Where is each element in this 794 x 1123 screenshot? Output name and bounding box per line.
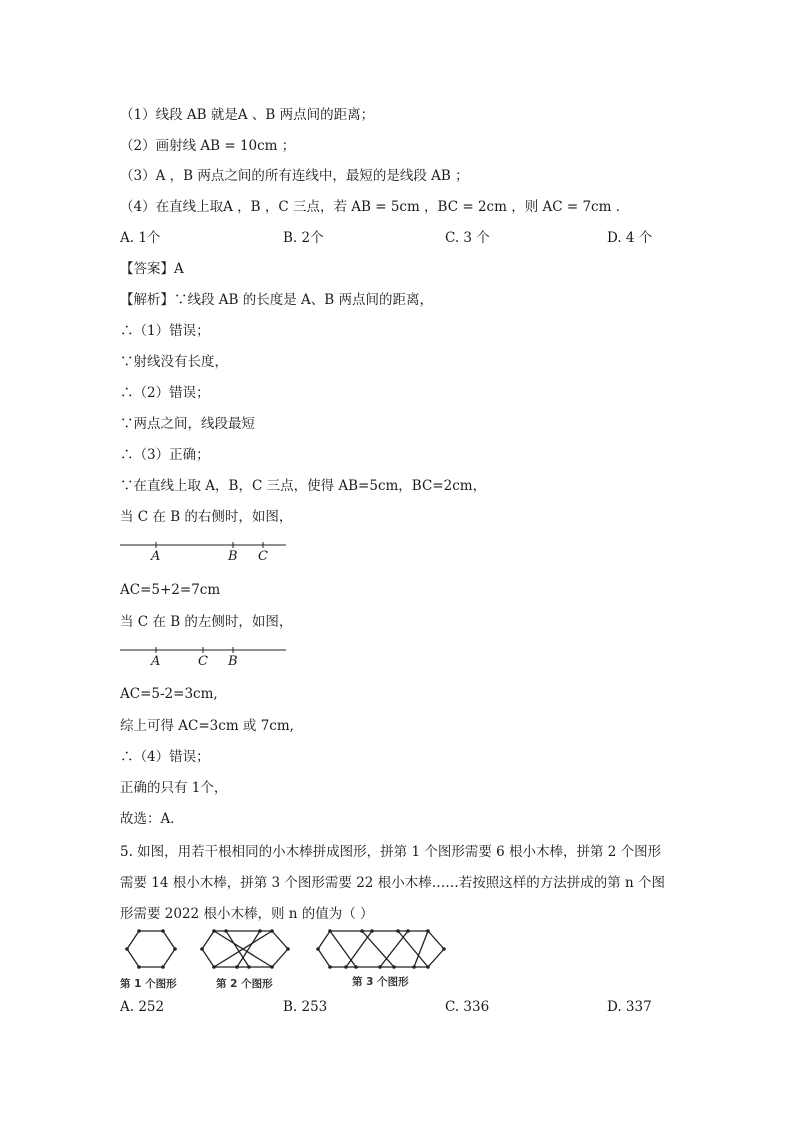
q5-option-a: A. 252 [120, 999, 165, 1015]
conclusion-line-1: 综上可得 AC=3cm 或 7cm, [120, 718, 294, 734]
stick-figure-2 [200, 925, 294, 973]
analysis-line-6: ∴（3）正确； [120, 447, 210, 463]
conclusion-line-3: 正确的只有 1个， [120, 780, 228, 796]
analysis-line-8: 当 C 在 B 的右侧时，如图， [120, 509, 293, 525]
conclusion-line-4: 故选：A． [120, 811, 184, 827]
analysis-line-2: ∴（1）错误； [120, 323, 210, 339]
q5-line-2: 需要 14 根小木棒，拼第 3 个图形需要 22 根小木棒……若按照这样的方法拼成的第 n 个图 [120, 875, 665, 891]
q4-option-a: A. 1个 [120, 230, 161, 246]
point-label-c: C [198, 654, 208, 669]
figure-caption-3: 第 3 个图形 [352, 976, 409, 988]
figure-caption-2: 第 2 个图形 [216, 978, 273, 990]
analysis-line-1: 【解析】∵线段 AB 的长度是 A、B 两点间的距离， [120, 292, 434, 308]
number-line-figure-2 [118, 641, 290, 671]
point-label-a: A [151, 654, 161, 669]
diagonal-stick [237, 931, 260, 967]
stick-figure-1 [125, 925, 181, 973]
analysis-line-4: ∴（2）错误； [120, 385, 210, 401]
q5-option-b: B. 253 [283, 999, 328, 1015]
analysis-line-5: ∵两点之间，线段最短 [120, 416, 255, 432]
analysis-line-3: ∵射线没有长度， [120, 354, 228, 370]
q5-option-c: C. 336 [445, 999, 490, 1015]
point-label-b: B [228, 549, 238, 564]
point-label-a: A [151, 549, 161, 564]
answer-line: 【答案】A [120, 261, 184, 277]
figure-caption-1: 第 1 个图形 [120, 978, 177, 990]
diagonal-stick [362, 931, 394, 967]
calc-line-2: AC=5-2=3cm, [120, 686, 218, 702]
case-2-line: 当 C 在 B 的左侧时，如图， [120, 614, 293, 630]
conclusion-line-2: ∴（4）错误； [120, 749, 210, 765]
statement-2: （2）画射线 AB = 10cm ； [120, 138, 296, 154]
stick-figure-3 [316, 925, 448, 973]
point-label-c: C [258, 549, 268, 564]
diagonal-stick [346, 931, 372, 967]
hexagon-shape [127, 931, 175, 967]
statement-1: （1）线段 AB 就是A 、B 两点间的距离； [120, 107, 375, 123]
number-line-figure-1 [118, 536, 290, 566]
q5-option-d: D. 337 [607, 999, 652, 1015]
q4-option-d: D. 4 个 [607, 230, 653, 246]
diagonal-stick [398, 931, 428, 967]
q4-option-b: B. 2个 [283, 230, 324, 246]
q5-line-3: 形需要 2022 根小木棒，则 n 的值为（ ） [120, 906, 374, 922]
diagonal-stick [414, 931, 428, 967]
diagonal-stick [226, 931, 249, 967]
q5-line-1: 5. 如图，用若干根相同的小木棒拼成图形，拼第 1 个图形需要 6 根小木棒，拼第 2 个图形 [120, 844, 662, 860]
statement-3: （3）A ，B 两点之间的所有连线中，最短的是线段 AB ； [120, 168, 469, 184]
q4-option-c: C. 3 个 [445, 230, 490, 246]
point-label-b: B [228, 654, 238, 669]
hexagon-outline [318, 931, 444, 967]
calc-line-1: AC=5+2=7cm [120, 582, 221, 598]
diagonal-stick [330, 931, 356, 967]
statement-4: （4）在直线上取A ，B ，C 三点，若 AB = 5cm ，BC = 2cm ，则 AC = 7cm ． [120, 199, 630, 215]
analysis-line-7: ∵在直线上取 A，B，C 三点，使得 AB=5cm，BC=2cm， [120, 478, 487, 494]
diagonal-stick [380, 931, 408, 967]
